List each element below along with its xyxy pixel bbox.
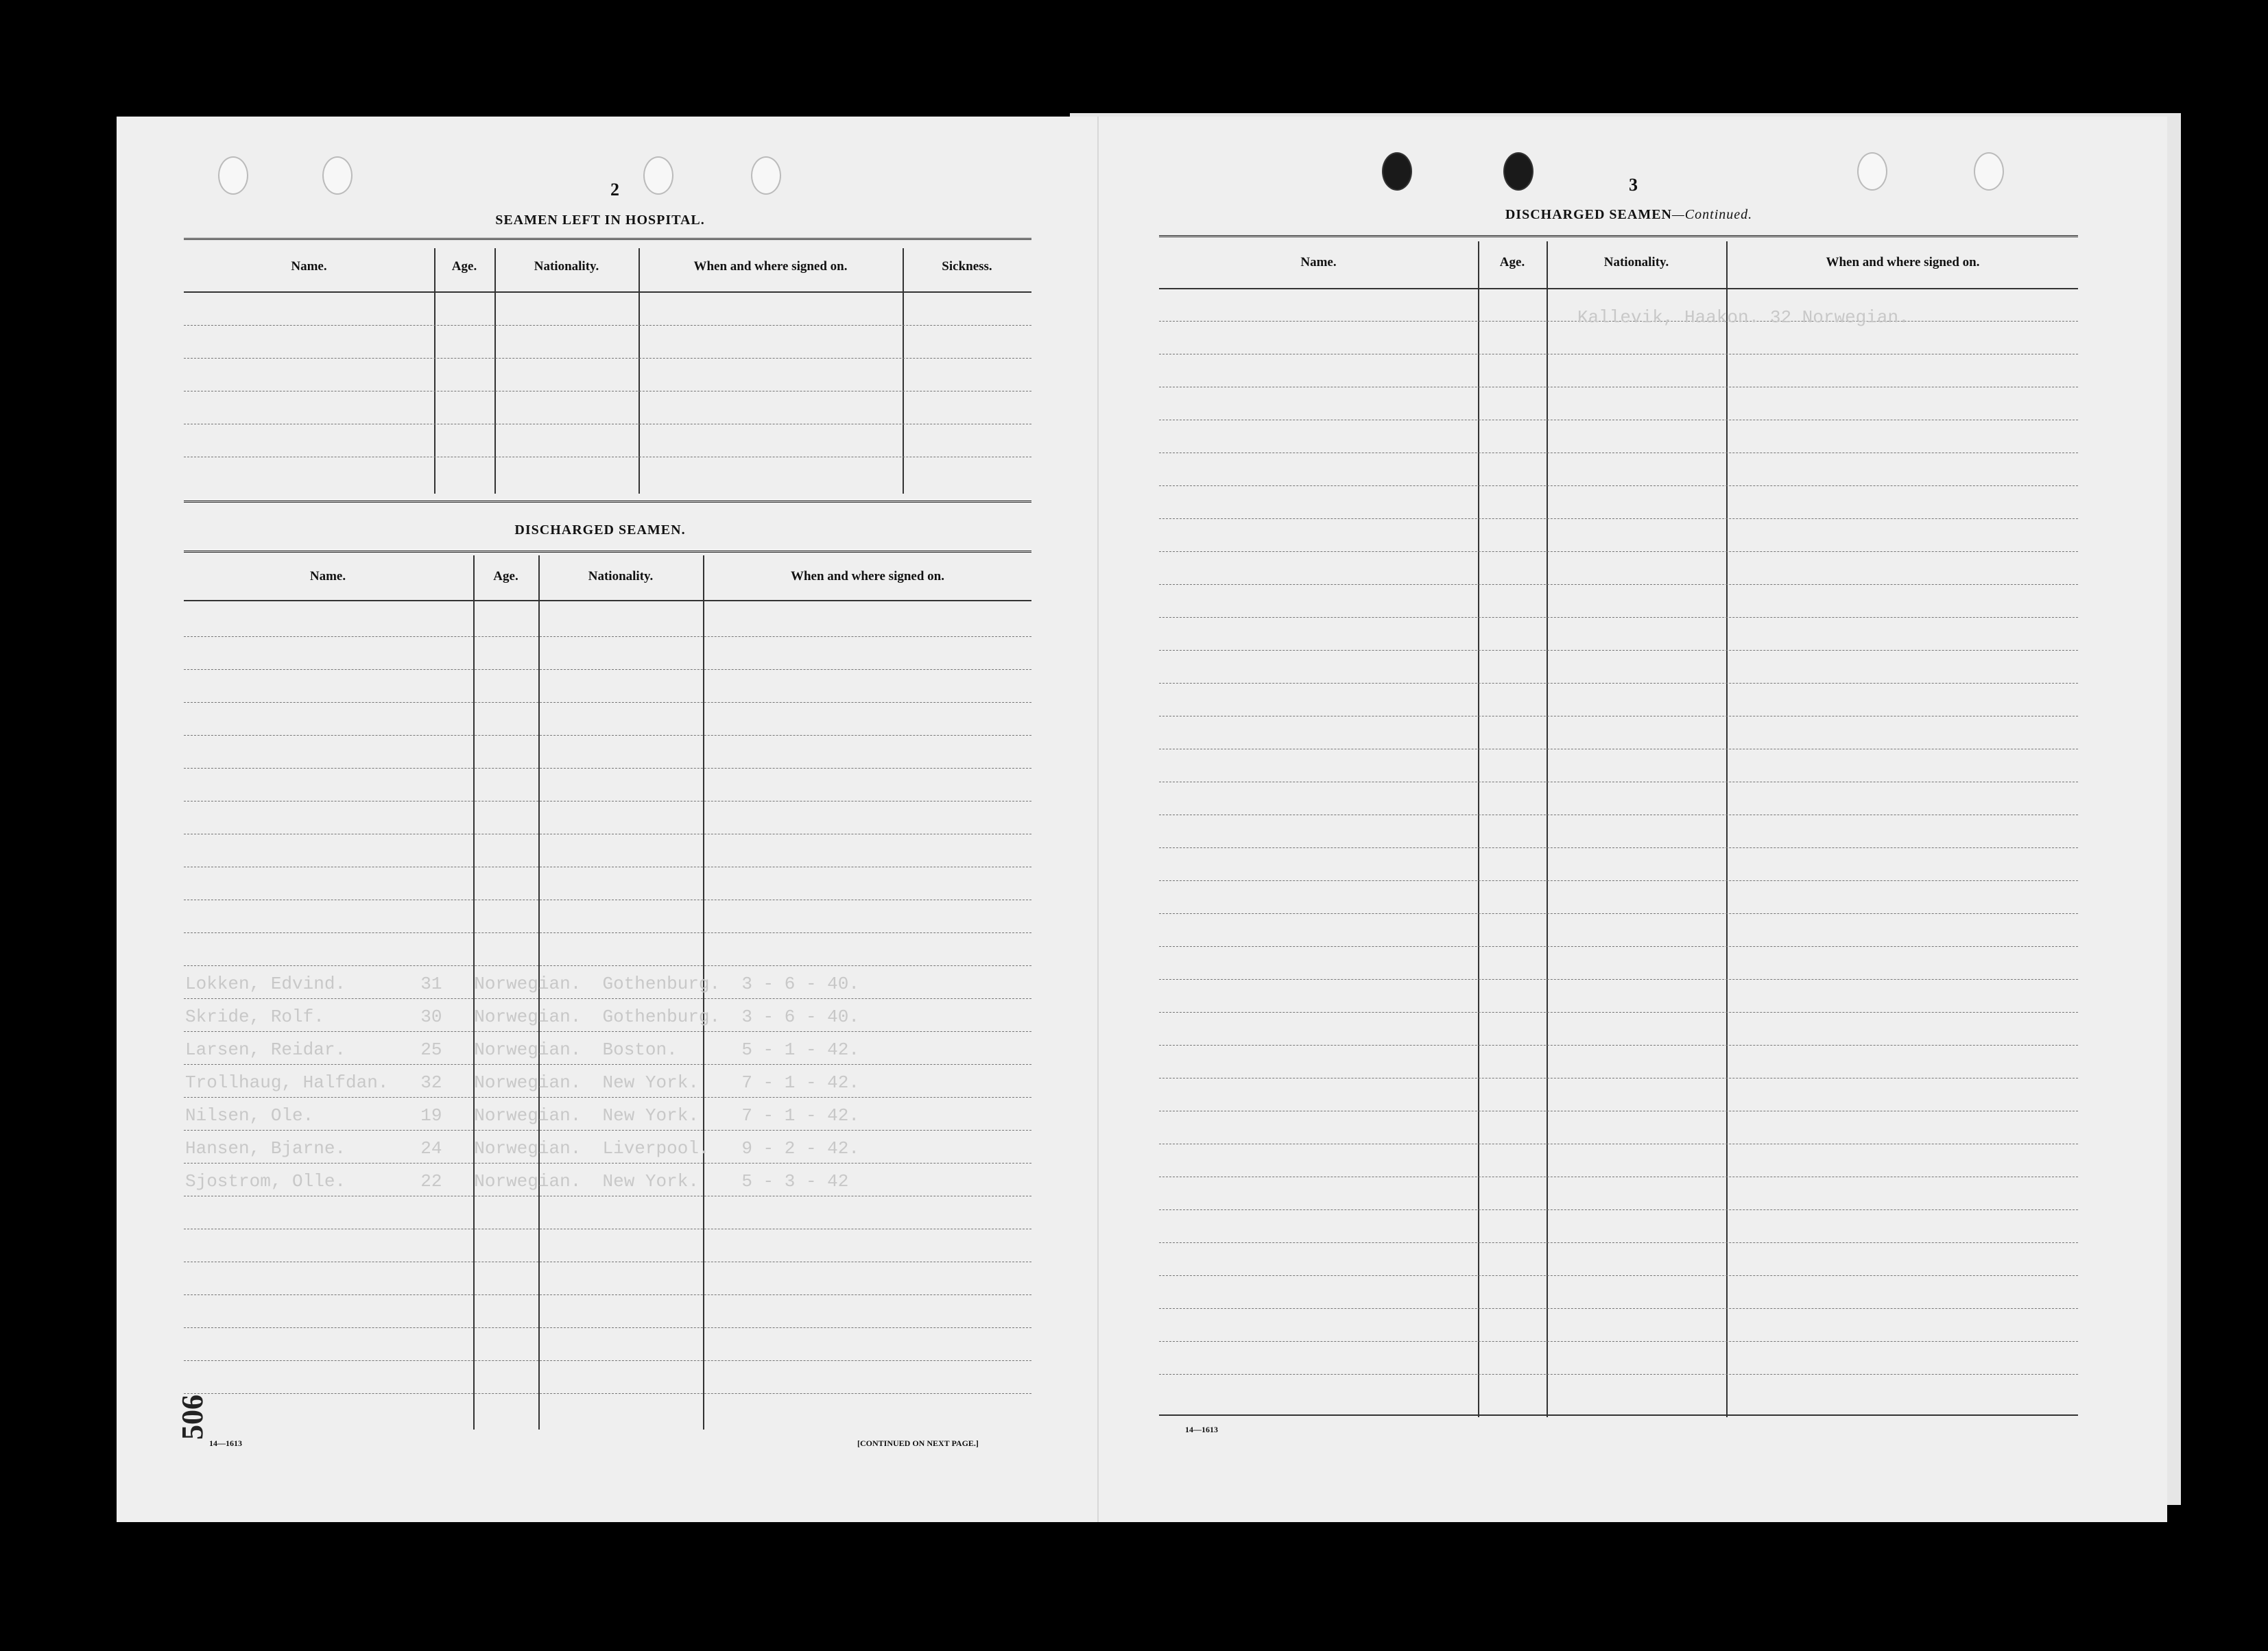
col-header-nationality: Nationality. (1603, 255, 1669, 269)
table-row-line (1159, 946, 2078, 947)
discharged-continued-title (1337, 207, 1920, 223)
page-stamp-number: 506 (176, 1395, 209, 1440)
table-row-line (184, 1163, 1031, 1164)
punch-hole (1974, 152, 2004, 191)
table-row-line (1159, 1275, 2078, 1276)
punch-hole (1503, 152, 1533, 191)
table-row-line (1159, 485, 2078, 486)
bleed-through-text: Larsen, Reidar. 25 Norwegian. Boston. 5 - 1 - 42. (185, 1039, 859, 1060)
discharged-section-title: DISCHARGED SEAMEN. (514, 522, 686, 538)
table-rule (184, 238, 1031, 243)
bleed-through-text: Nilsen, Ole. 19 Norwegian. New York. 7 - 1 - 42. (185, 1105, 859, 1126)
table-row-line (184, 1327, 1031, 1328)
table-row-line (1159, 683, 2078, 684)
col-header-signed-on: When and where signed on. (693, 259, 848, 274)
col-header-name: Name. (291, 259, 327, 274)
bleed-through-text: Skride, Rolf. 30 Norwegian. Gothenburg. 3 - 6 - 40. (185, 1007, 859, 1027)
continued-note: [CONTINUED ON NEXT PAGE.] (857, 1438, 979, 1448)
header-rule (184, 291, 1031, 293)
table-row-line (1159, 1045, 2078, 1046)
bleed-through-text: Hansen, Bjarne. 24 Norwegian. Liverpool. 9 - 2 - 42. (185, 1138, 859, 1159)
bleed-through-text: Lokken, Edvind. 31 Norwegian. Gothenburg. 3 - 6 - 40. (185, 974, 859, 994)
page-number: 3 (1629, 175, 1638, 195)
col-header-name: Name. (309, 569, 346, 583)
table-row-line (1159, 1012, 2078, 1013)
table-row-line (184, 768, 1031, 769)
table-row-line (1159, 617, 2078, 618)
table-row-line (184, 801, 1031, 802)
table-row-line (1159, 1308, 2078, 1309)
table-row-line (1159, 584, 2078, 585)
table-row-line (184, 965, 1031, 966)
table-row-line (184, 735, 1031, 736)
title-main: DISCHARGED SEAMEN (1505, 207, 1673, 222)
column-divider (1547, 241, 1548, 1417)
col-header-nationality: Nationality. (534, 259, 599, 274)
table-row-line (1159, 1341, 2078, 1342)
table-row-line (1159, 979, 2078, 980)
table-bottom-rule (1159, 1414, 2078, 1416)
page-fold (1097, 117, 1099, 1522)
table-row-line (184, 358, 1031, 359)
table-row-line (184, 1360, 1031, 1361)
col-header-nationality: Nationality. (588, 569, 654, 583)
column-divider (1478, 241, 1479, 1417)
table-row-line (184, 1031, 1031, 1032)
punch-hole (643, 156, 673, 195)
table-row-line (184, 998, 1031, 999)
table-row-line (184, 1097, 1031, 1098)
table-row-line (184, 1393, 1031, 1394)
bleed-through-text: Trollhaug, Halfdan. 32 Norwegian. New York. 7 - 1 - 42. (185, 1072, 859, 1093)
table-row-line (1159, 1374, 2078, 1375)
col-header-signed-on: When and where signed on. (790, 569, 944, 583)
table-row-line (1159, 847, 2078, 848)
title-suffix: —Continued. (1672, 207, 1753, 222)
col-header-signed-on: When and where signed on. (1826, 255, 1980, 269)
col-header-sickness: Sickness. (942, 259, 992, 274)
page-number: 2 (610, 180, 619, 200)
table-row-line (1159, 880, 2078, 881)
table-row-line (184, 1294, 1031, 1295)
column-divider (1726, 241, 1728, 1417)
hospital-section-title: SEAMEN LEFT IN HOSPITAL. (495, 213, 705, 228)
punch-hole (751, 156, 781, 195)
punch-hole (1382, 152, 1412, 191)
table-row-line (184, 702, 1031, 703)
table-row-line (184, 636, 1031, 637)
table-row-line (1159, 1242, 2078, 1243)
table-row-line (1159, 913, 2078, 914)
table-row-line (184, 669, 1031, 670)
table-row-line (1159, 650, 2078, 651)
form-number: 14—1613 (209, 1438, 242, 1448)
punch-hole (322, 156, 353, 195)
bleed-through-text: Kallevik, Haakon. 32 Norwegian. (1577, 307, 1909, 328)
table-rule (1159, 235, 2078, 240)
table-rule (184, 501, 1031, 505)
table-row-line (1159, 518, 2078, 519)
table-row-line (184, 1064, 1031, 1065)
table-row-line (1159, 551, 2078, 552)
col-header-age: Age. (1499, 255, 1525, 269)
table-row-line (184, 1130, 1031, 1131)
punch-hole (218, 156, 248, 195)
bleed-through-text: Sjostrom, Olle. 22 Norwegian. New York. 5 - 3 - 42 (185, 1171, 849, 1192)
form-number: 14—1613 (1185, 1425, 1218, 1434)
table-rule (184, 551, 1031, 555)
col-header-name: Name. (1300, 255, 1337, 269)
table-row-line (1159, 1209, 2078, 1210)
header-rule (1159, 288, 2078, 289)
col-header-age: Age. (493, 569, 518, 583)
table-row-line (184, 932, 1031, 933)
col-header-age: Age. (451, 259, 477, 274)
header-rule (184, 600, 1031, 601)
punch-hole (1857, 152, 1887, 191)
table-row-line (184, 325, 1031, 326)
